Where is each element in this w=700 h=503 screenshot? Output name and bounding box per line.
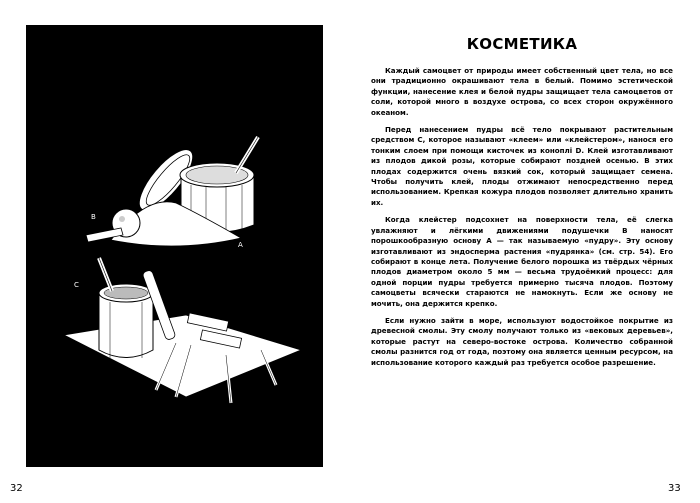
paragraph-1: Каждый самоцвет от природы имеет собственный цвет тела, но все они традиционно окрашивают тела в белый. Помимо эстетической функции, нанесение клея и белой пудры защищает тела самоцветов от соли, которой много в воздухе острова, со всех сторон окружённого океаном. <box>371 66 673 117</box>
paragraph-4: Если нужно зайти в море, используют водостойкое покрытие из древесной смолы. Эту смолу получают только из «вековых деревьев», которые растут на северо-востоке острова. Количество собранной смолы разнится год от года, поэтому она является ценным ресурсом, на использование которого каждый раз требуется особое разрешение. <box>371 315 673 367</box>
label-b: B <box>91 213 96 221</box>
article-title: КОСМЕТИКА <box>466 35 578 53</box>
page-number-right: 33 <box>668 483 681 494</box>
label-a: A <box>238 241 243 249</box>
paragraph-2: Перед нанесением пудры всё тело покрывают растительным средством C, которое называют «клеем» или «клейстером», нанося его тонким слоем при помощи кисточек из коноплі D. Клей изготавливают из плодов дикой розы, которые собирают поздней осенью. В этих плодах содержится очень вязкий сок, который защищает семена. Чтобы получить клей, плоды отжимают непосредственно перед использованием. Крепкая кожура плодов позволяет длительно хранить их. <box>371 125 673 207</box>
paragraph-3: Когда клейстер подсохнет на поверхности тела, её слегка увлажняют и лёгкими движениями подушечки B наносят порошкообразную основу A — так называемую «пудру». Эту основу изготавливают из эндосперма растения «пудрянка» (см. стр. 54). Его собирают в конце лета. Получение белого порошка из твёрдых чёрных плодов диаметром около 5 мм — весьма трудоёмкий процесс: для одной порции пудры требуется примерно тысяча плодов. Поэтому самоцветы всячески стараются не намокнуть. Если же основу не мочить, она держится крепко. <box>371 215 673 308</box>
powder-box-drawing <box>86 137 258 246</box>
cosmetics-tools-illustration <box>26 25 323 467</box>
article <box>371 35 673 375</box>
illustration-panel <box>26 25 323 467</box>
label-c: C <box>74 281 79 289</box>
page-number-left: 32 <box>10 483 23 494</box>
label-d: D <box>231 362 237 370</box>
